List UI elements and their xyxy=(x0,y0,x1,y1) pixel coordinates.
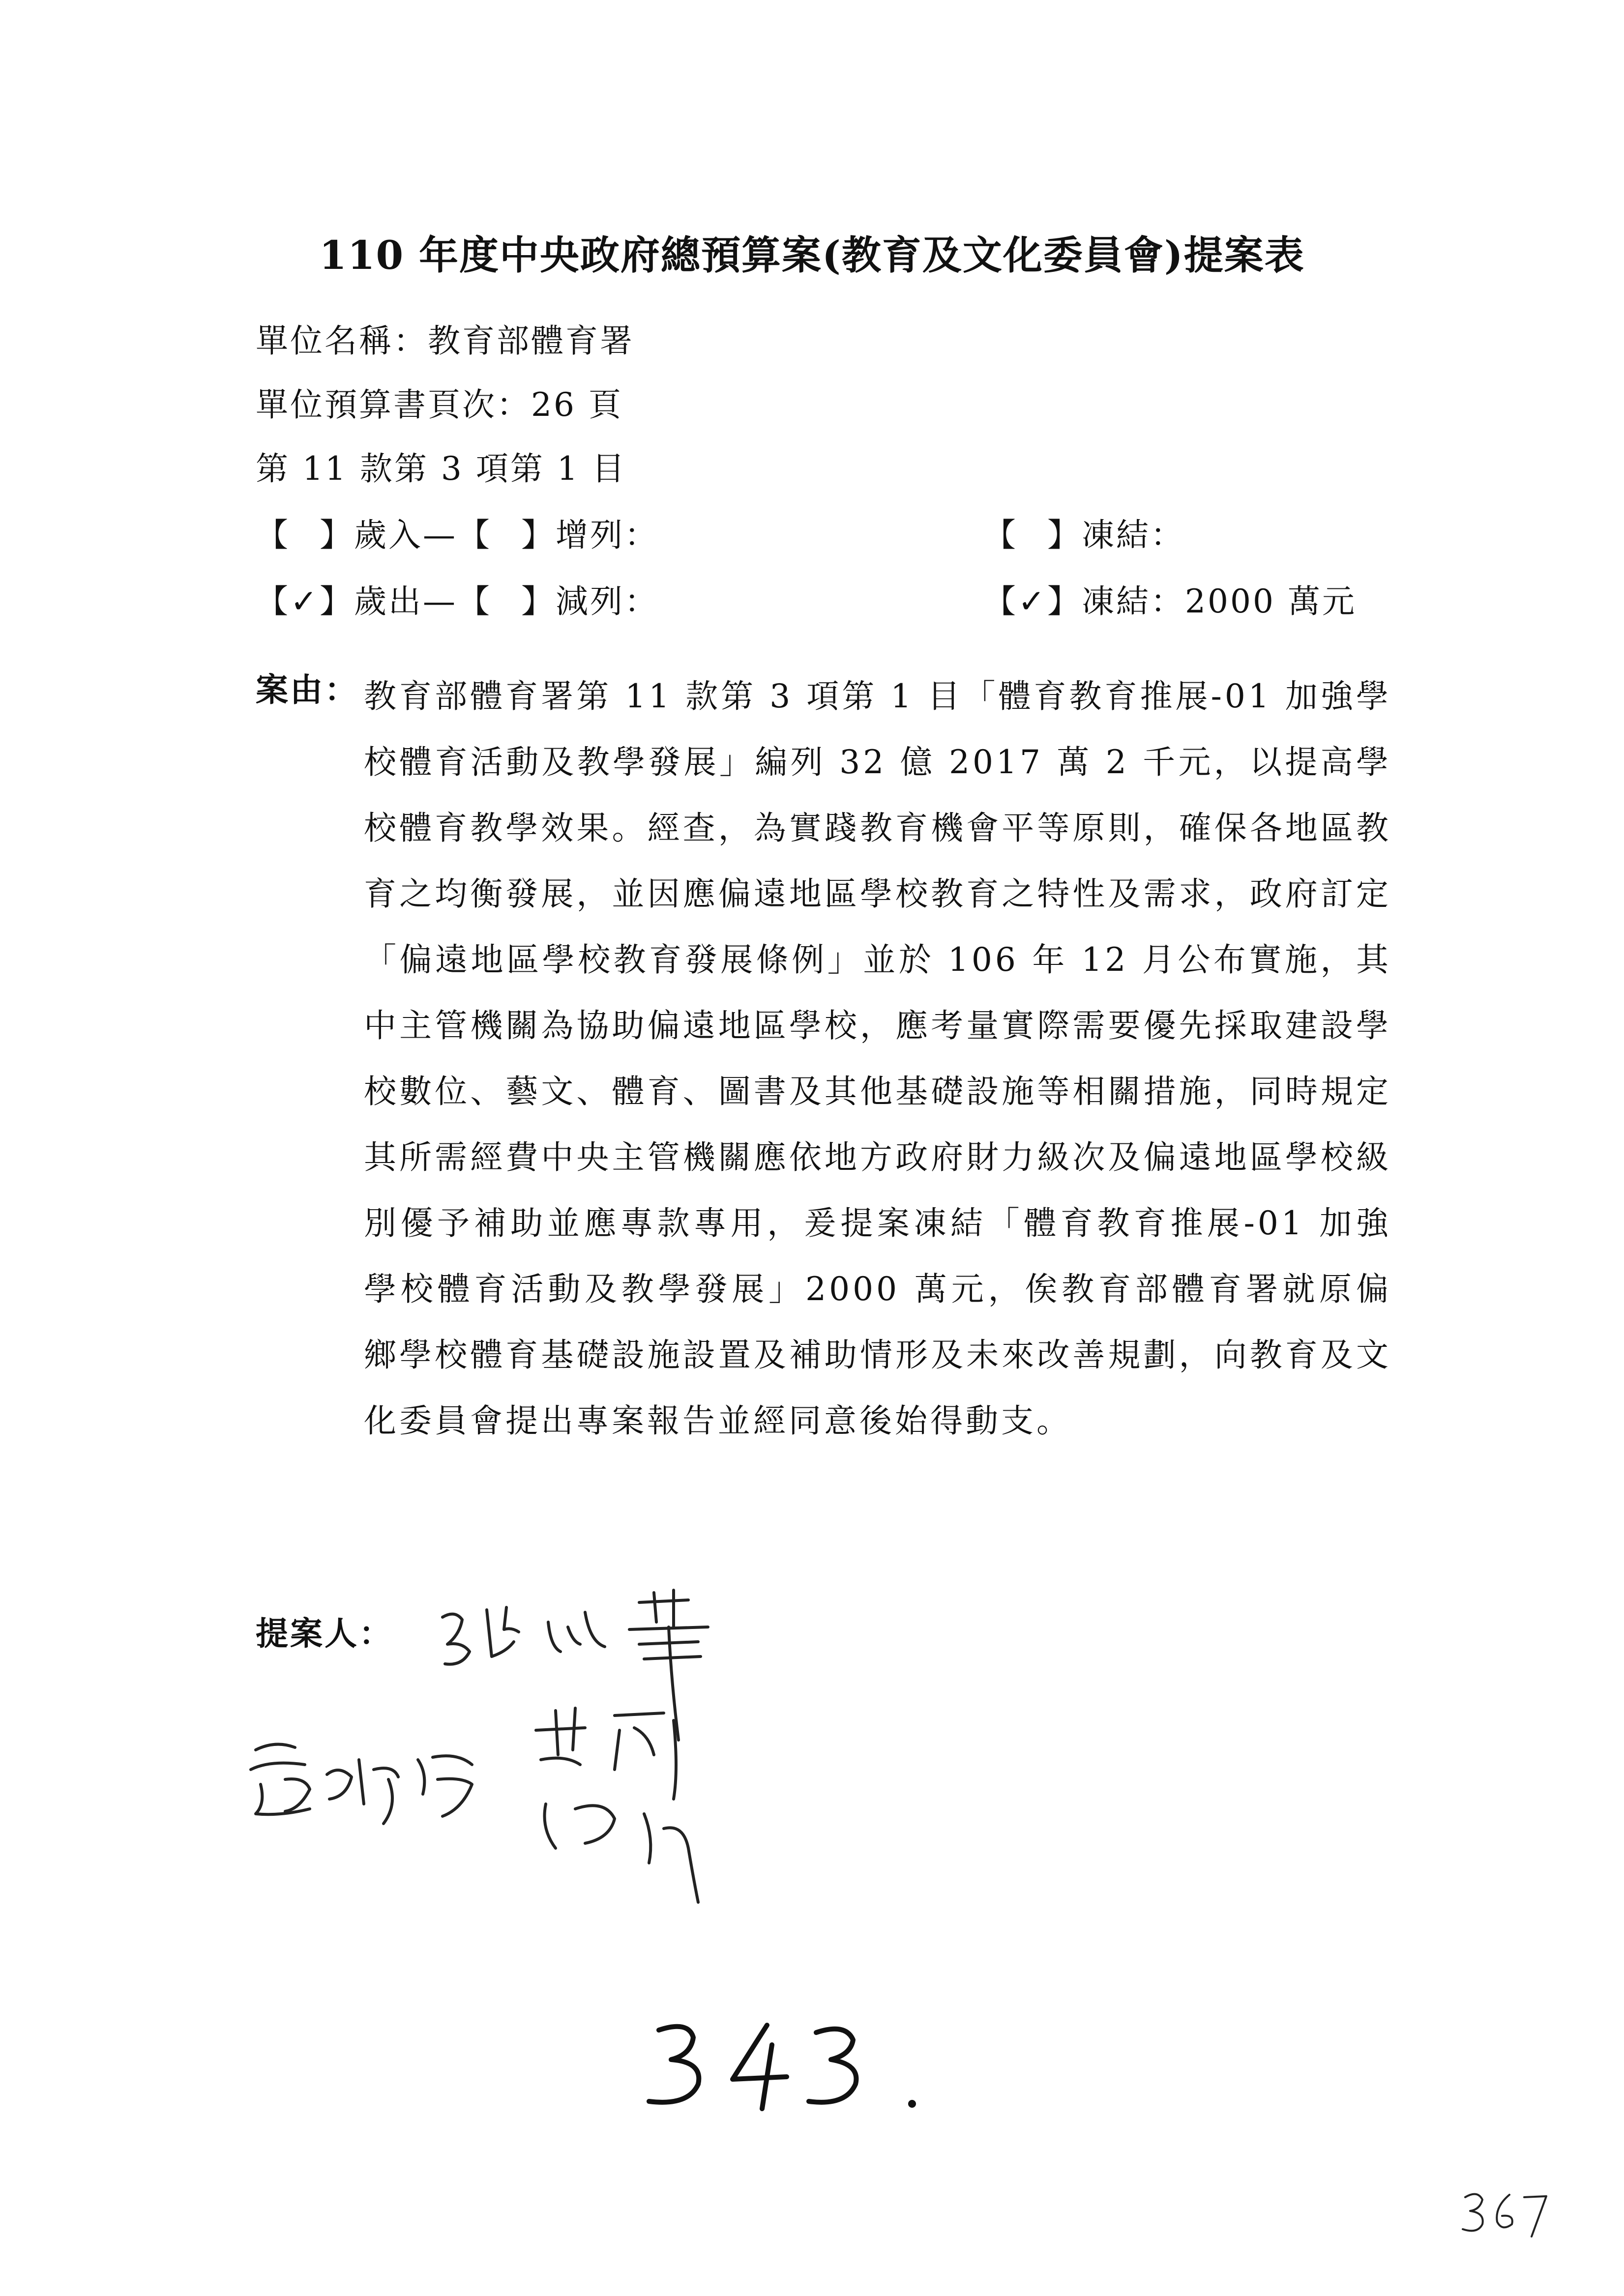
expense-checkbox: ✓ xyxy=(290,582,320,620)
unit-name: 單位名稱：教育部體育署 xyxy=(256,322,634,360)
revenue-label: 】歲入—【 xyxy=(320,516,492,554)
proposer-label: 提案人： xyxy=(256,1614,393,1653)
signature-3 xyxy=(526,1701,762,1909)
handwritten-page-number xyxy=(620,2010,964,2121)
freeze-option-1 xyxy=(983,509,1185,555)
expense-row xyxy=(256,575,1387,619)
freeze-label-1: 】凍結： xyxy=(1047,516,1185,554)
document-title: 110 年度中央政府總預算案(教育及文化委員會)提案表 xyxy=(319,232,1305,278)
budget-page: 單位預算書頁次：26 頁 xyxy=(256,386,623,424)
signature-3-strokes xyxy=(526,1701,762,1907)
case-body-text: 教育部體育署第 11 款第 3 項第 1 目「體育教育推展-01 加強學校體育活動及教學發展」編列 32 億 2017 萬 2 千元，以提高學校體育教學效果。經查，為實踐教育機會平等原則，確保各地區教育之均衡發展，並因應偏遠地區學校教育之特性及需求，政府訂定「偏遠地區學校教育發展條例」並於 106 年 12 月公布實施，其中主管機關為協助偏遠地區學校，應考量實際需要優先採取建設學校數位、藝文、體育、圖書及其他基礎設施等相關措施，同時規定其所需經費中央主管機關應依地方政府財力級次及偏遠地區學校級別優予補助並應專款專用，爰提案凍結「體育教育推展-01 加強學校體育活動及教學發展」2000 萬元，俟教育部體育署就原偏鄉學校體育基礎設施設置及補助情形及未來改善規劃，向教育及文化委員會提出專案報告並經同意後始得動支。 xyxy=(364,677,1391,1440)
page-number-strokes xyxy=(620,2010,964,2119)
case-body xyxy=(364,664,1391,1454)
signature-2 xyxy=(241,1730,516,1840)
revenue-increase-label: 】增列： xyxy=(521,516,659,554)
freeze-option-2 xyxy=(983,575,1357,622)
expense-option xyxy=(256,575,659,622)
bracket-open: 【 xyxy=(983,516,1018,554)
expense-decrease-label: 】減列： xyxy=(521,582,659,620)
revenue-option xyxy=(256,509,659,555)
case-label: 案由： xyxy=(256,670,359,709)
expense-label: 】歲出—【 xyxy=(320,582,492,620)
revenue-row xyxy=(256,509,1387,553)
freeze-checkbox-2: ✓ xyxy=(1018,582,1047,620)
handwritten-corner-number xyxy=(1455,2182,1554,2243)
freeze-label-2: 】凍結：2000 萬元 xyxy=(1047,582,1357,620)
item-reference: 第 11 款第 3 項第 1 目 xyxy=(256,450,626,488)
bracket-open: 【 xyxy=(983,582,1018,620)
corner-number-strokes xyxy=(1455,2182,1554,2241)
bracket-open: 【 xyxy=(256,582,290,620)
bracket-open: 【 xyxy=(256,516,290,554)
signature-2-strokes xyxy=(241,1730,516,1838)
